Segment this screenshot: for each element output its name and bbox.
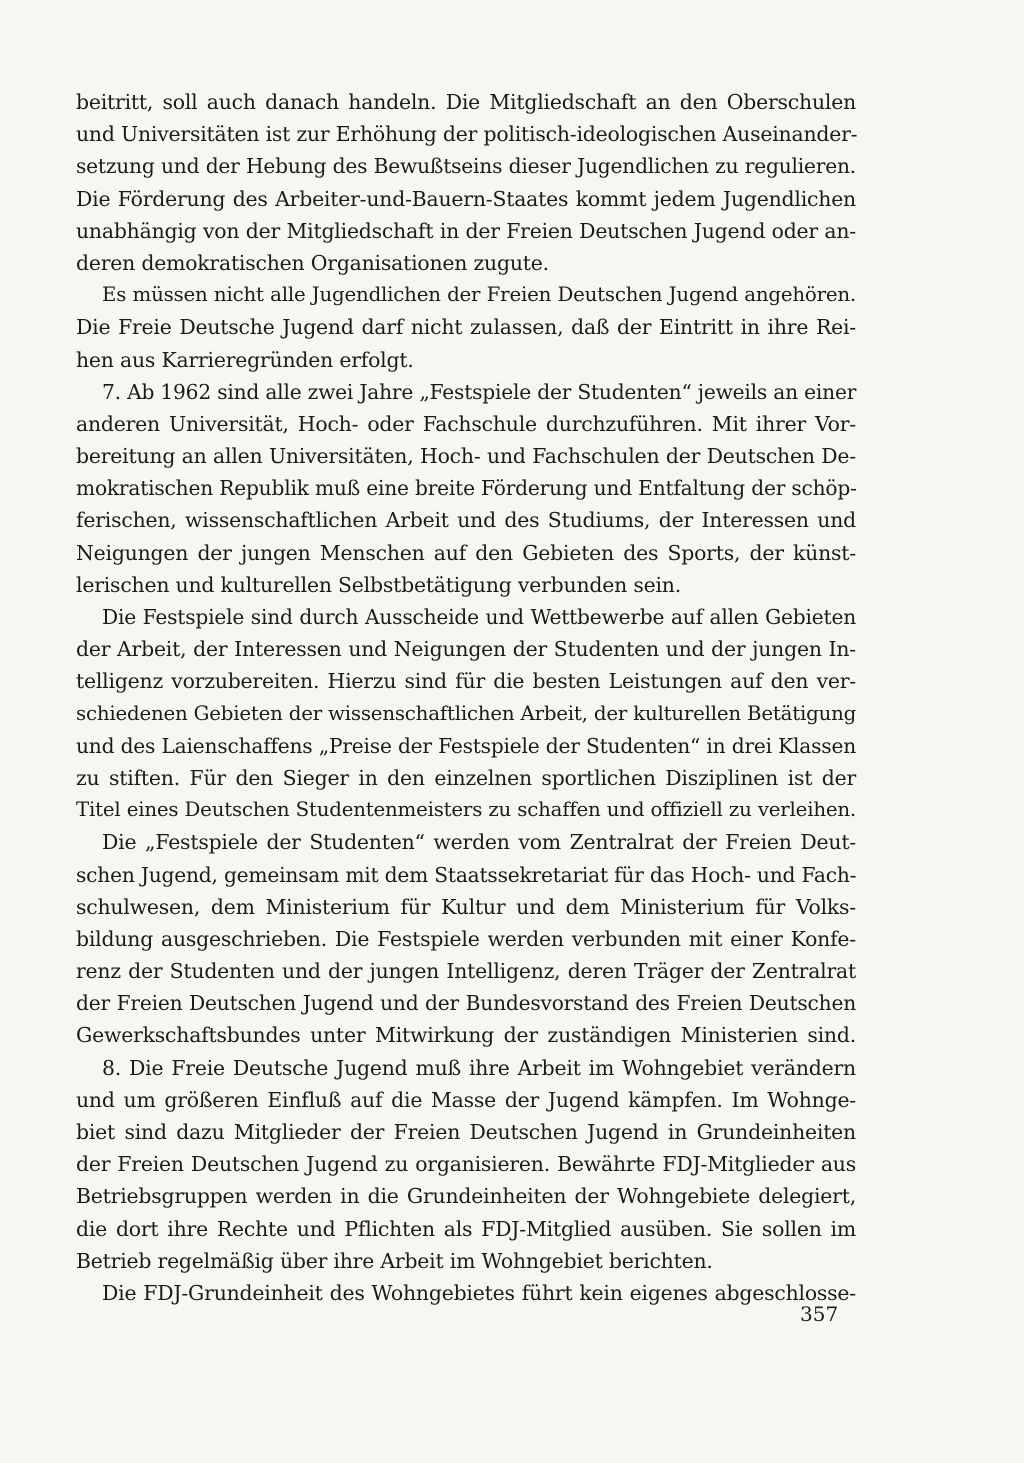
text-line: Die FDJ-Grundeinheit des Wohngebietes führt kein eigenes abgeschlosse- (102, 1280, 856, 1305)
text-line: der Freien Deutschen Jugend zu organisieren. Bewährte FDJ-Mitglieder aus (76, 1152, 856, 1177)
text-line: und des Laienschaffens „Preise der Festspiele der Studenten“ in drei Klassen (76, 733, 856, 758)
text-line: der Arbeit, der Interessen und Neigungen der Studenten und der jungen In- (76, 637, 856, 662)
text-line: 7. Ab 1962 sind alle zwei Jahre „Festspiele der Studenten“ jeweils an einer (102, 379, 857, 404)
text-line: Die Förderung des Arbeiter-und-Bauern-Staates kommt jedem Jugendlichen (76, 186, 856, 211)
text-line: bereitung an allen Universitäten, Hoch- und Fachschulen der Deutschen De- (76, 444, 856, 469)
text-line: Titel eines Deutschen Studentenmeisters zu schaffen und offiziell zu verleihen. (76, 798, 856, 822)
text-line: Die Festspiele sind durch Ausscheide und Wettbewerbe auf allen Gebieten (102, 605, 856, 629)
text-line: hen aus Karrieregründen erfolgt. (76, 347, 414, 372)
text-line: schiedenen Gebieten der wissenschaftlichen Arbeit, der kulturellen Betätigung (76, 701, 857, 725)
text-line: lerischen und kulturellen Selbstbetätigung verbunden sein. (76, 572, 681, 597)
text-line: setzung und der Hebung des Bewußtseins dieser Jugendlichen zu regulieren. (76, 154, 856, 179)
text-line: renz der Studenten und der jungen Intelligenz, deren Träger der Zentralrat (76, 959, 856, 984)
text-line: der Freien Deutschen Jugend und der Bundesvorstand des Freien Deutschen (76, 991, 856, 1016)
text-line: anderen Universität, Hoch- oder Fachschule durchzuführen. Mit ihrer Vor- (76, 411, 856, 436)
text-line: biet sind dazu Mitglieder der Freien Deutschen Jugend in Grundeinheiten (76, 1120, 856, 1144)
text-line: Es müssen nicht alle Jugendlichen der Freien Deutschen Jugend angehören. (102, 283, 856, 307)
text-line: schen Jugend, gemeinsam mit dem Staatssekretariat für das Hoch- und Fach- (76, 862, 857, 887)
text-line: und Universitäten ist zur Erhöhung der politisch-ideologischen Auseinander- (76, 122, 858, 147)
text-line: Die Freie Deutsche Jugend darf nicht zulassen, daß der Eintritt in ihre Rei- (76, 315, 856, 340)
text-line: beitritt, soll auch danach handeln. Die Mitgliedschaft an den Oberschulen (76, 90, 856, 114)
text-line: 8. Die Freie Deutsche Jugend muß ihre Arbeit im Wohngebiet verändern (102, 1055, 856, 1080)
text-line: schulwesen, dem Ministerium für Kultur und dem Ministerium für Volks- (76, 894, 856, 919)
text-line: ferischen, wissenschaftlichen Arbeit und des Studiums, der Interessen und (76, 508, 856, 533)
text-line: Gewerkschaftsbundes unter Mitwirkung der zuständigen Ministerien sind. (76, 1023, 856, 1048)
text-line: Neigungen der jungen Menschen auf den Gebieten des Sports, der künst- (76, 540, 856, 565)
page-number: 357 (800, 1302, 839, 1326)
text-line: unabhängig von der Mitgliedschaft in der Freien Deutschen Jugend oder an- (76, 218, 856, 243)
text-line: Betrieb regelmäßig über ihre Arbeit im Wohngebiet berichten. (76, 1248, 713, 1273)
text-line: deren demokratischen Organisationen zugute. (76, 250, 549, 275)
text-line: zu stiften. Für den Sieger in den einzelnen sportlichen Disziplinen ist der (76, 765, 856, 790)
text-line: telligenz vorzubereiten. Hierzu sind für die besten Leistungen auf den ver- (76, 669, 856, 694)
text-line: bildung ausgeschrieben. Die Festspiele werden verbunden mit einer Konfe- (76, 926, 856, 951)
body-text (76, 86, 856, 1309)
text-line: mokratischen Republik muß eine breite Förderung und Entfaltung der schöp- (76, 476, 857, 501)
text-line: die dort ihre Rechte und Pflichten als FDJ-Mitglied ausüben. Sie sollen im (76, 1216, 856, 1241)
text-line: und um größeren Einfluß auf die Masse der Jugend kämpfen. Im Wohnge- (76, 1087, 856, 1112)
text-line: Die „Festspiele der Studenten“ werden vom Zentralrat der Freien Deut- (102, 830, 856, 855)
text-line: Betriebsgruppen werden in die Grundeinheiten der Wohngebiete delegiert, (76, 1184, 856, 1209)
